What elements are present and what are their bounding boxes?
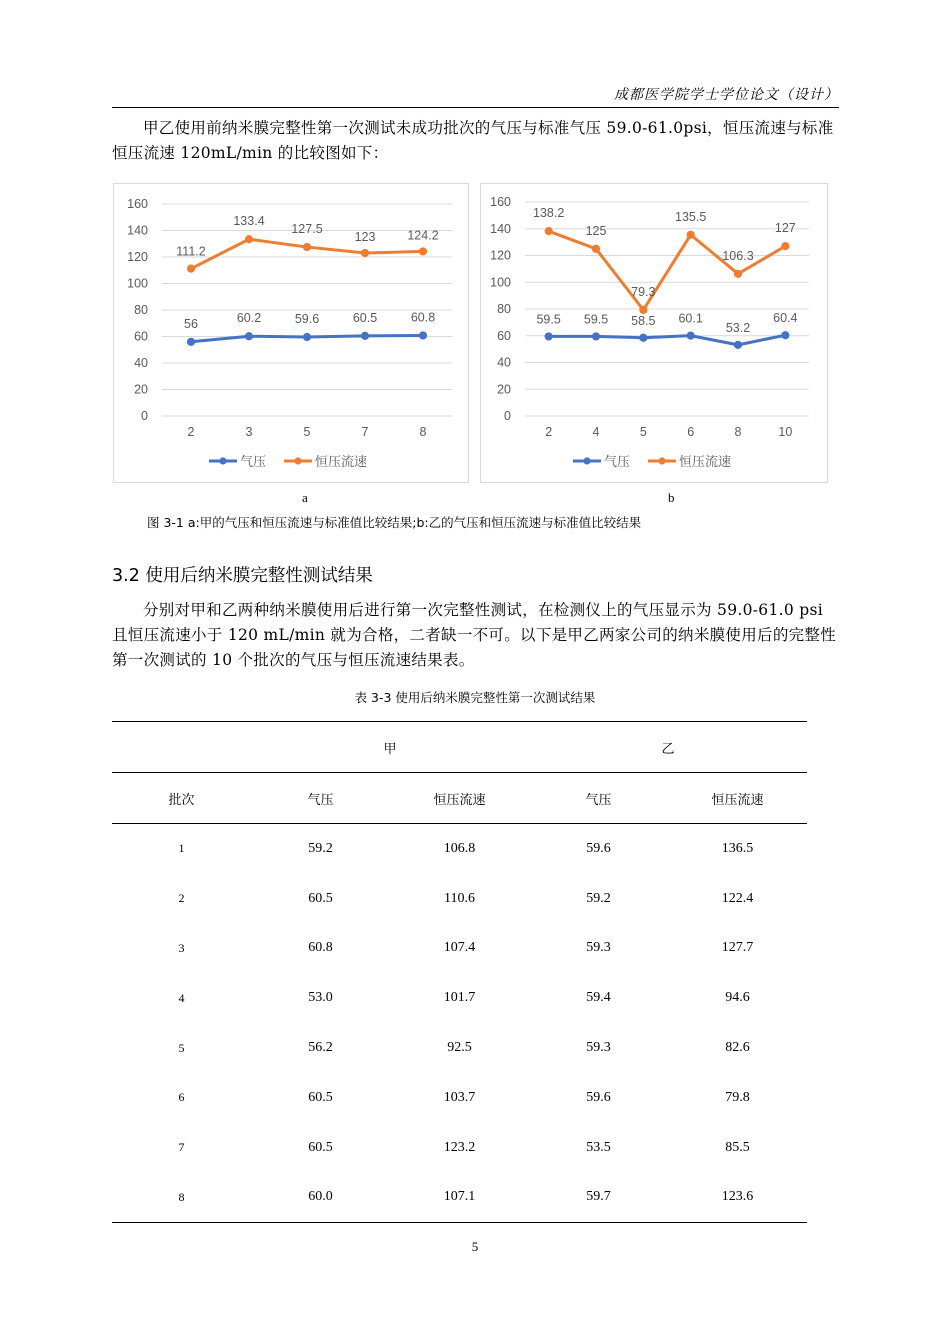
data-label: 135.5: [675, 209, 707, 224]
y-tick-label: 0: [141, 409, 148, 423]
table-cell: 107.1: [390, 1173, 529, 1223]
data-label: 133.4: [233, 214, 265, 229]
data-label: 58.5: [631, 313, 656, 328]
data-point: [782, 332, 789, 339]
data-label: 60.1: [678, 311, 703, 326]
legend-marker: [219, 457, 226, 464]
table-cell: 106.8: [443, 840, 476, 856]
y-tick-label: 0: [504, 409, 511, 423]
data-point: [361, 249, 368, 256]
data-label: 111.2: [176, 244, 206, 259]
table-cell: 82.6: [725, 1040, 750, 1056]
table-col-jia-flow: 恒压流速: [390, 773, 529, 824]
section-paragraph: 分别对甲和乙两种纳米膜使用后进行第一次完整性测试，在检测仪上的气压显示为 59.0-61.0 psi 且恒压流速小于 120 mL/min 就为合格，二者缺一不可。以下是甲乙两家公司的纳米膜使用后的完整性第一次测试的 10 个批次的气压与恒压流速结果表。: [112, 601, 837, 669]
chart-a: [113, 183, 469, 483]
y-tick-label: 120: [127, 250, 148, 264]
table-cell: 123.2: [443, 1139, 476, 1155]
data-point: [245, 333, 252, 340]
legend-label: 气压: [604, 455, 631, 470]
table-cell: 7: [178, 1140, 185, 1155]
section-title: 3.2 使用后纳米膜完整性测试结果: [112, 566, 373, 586]
data-point: [782, 243, 789, 250]
data-point: [361, 332, 368, 339]
x-tick-label: 3: [245, 425, 253, 439]
series-line-pressure: [549, 335, 786, 345]
table-cell: 6: [178, 1090, 185, 1105]
table-row: [112, 824, 807, 874]
x-tick-label: 2: [187, 425, 195, 439]
y-tick-label: 60: [497, 328, 511, 343]
table-cell: 60.5: [308, 1139, 333, 1155]
legend-label: 恒压流速: [679, 455, 732, 470]
y-tick-label: 80: [497, 302, 511, 316]
table-cell: 103.7: [443, 1089, 476, 1105]
table-cell: 122.4: [721, 890, 754, 906]
intro-paragraph: 甲乙使用前纳米膜完整性第一次测试未成功批次的气压与标准气压 59.0-61.0psi，恒压流速与标准恒压流速 120mL/min 的比较图如下：: [112, 119, 834, 162]
x-tick-label: 5: [639, 425, 647, 439]
data-label: 59.6: [294, 312, 320, 327]
y-tick-label: 100: [490, 275, 511, 290]
running-header: 成都医学院学士学位论文（设计）: [614, 87, 839, 103]
subfigure-label-a: a: [302, 490, 308, 505]
data-point: [187, 265, 194, 272]
table-cell: 59.3: [586, 1040, 611, 1056]
table-cell: 85.5: [725, 1139, 750, 1155]
x-tick-label: 7: [361, 425, 369, 439]
table-cell: 8: [112, 1173, 251, 1223]
table-caption: 表 3-3 使用后纳米膜完整性第一次测试结果: [354, 690, 596, 705]
chart-b: [480, 183, 828, 483]
table-cell: 59.7: [529, 1173, 668, 1223]
series-line-flow: [549, 231, 786, 310]
table-cell: 60.5: [308, 890, 333, 906]
subfigure-label-b: b: [668, 490, 675, 505]
x-tick-label: 8: [419, 425, 427, 439]
table-cell: 107.4: [443, 940, 476, 956]
data-point: [687, 332, 694, 339]
table-cell: 123.6: [668, 1173, 807, 1223]
table-row: [112, 874, 807, 924]
table-cell: 59.4: [586, 990, 611, 1006]
y-tick-label: 40: [497, 355, 511, 370]
y-tick-label: 100: [127, 276, 148, 291]
data-point: [303, 243, 310, 250]
data-label: 124.2: [407, 228, 439, 243]
x-tick-label: 5: [303, 425, 311, 439]
data-point: [687, 231, 694, 238]
chart-b-svg: [481, 184, 827, 482]
table-cell: 94.6: [725, 990, 750, 1006]
y-tick-label: 160: [490, 195, 511, 209]
data-label: 79.3: [631, 284, 656, 299]
y-tick-label: 140: [127, 223, 148, 238]
table-cell: 59.3: [586, 940, 611, 956]
y-tick-label: 140: [490, 221, 511, 236]
legend-marker: [583, 457, 590, 464]
data-label: 127: [774, 221, 796, 236]
table-cell: 5: [178, 1040, 185, 1055]
table-cell: 79.8: [725, 1089, 750, 1105]
data-point: [419, 332, 426, 339]
data-point: [545, 333, 552, 340]
data-point: [640, 306, 647, 313]
data-point: [592, 333, 599, 340]
table-row: [112, 1023, 807, 1073]
table-cell: 60.8: [308, 940, 333, 956]
table-cell: 59.6: [586, 840, 611, 856]
table-cell: 56.2: [308, 1040, 333, 1056]
table-row: [112, 973, 807, 1023]
table-col-yi-pressure: 气压: [529, 773, 668, 824]
chart-a-svg: [114, 184, 468, 482]
y-tick-label: 40: [134, 356, 148, 370]
data-point: [545, 228, 552, 235]
table-row: [112, 1073, 807, 1123]
table-group-header-row: [112, 722, 807, 773]
legend-label: 气压: [240, 455, 267, 470]
x-tick-label: 2: [545, 425, 553, 439]
table-cell: 136.5: [721, 840, 754, 856]
data-point: [419, 248, 426, 255]
table-cell: 59.2: [586, 890, 611, 906]
x-tick-label: 4: [592, 425, 600, 439]
data-label: 106.3: [722, 248, 754, 263]
page-number: 5: [471, 1239, 479, 1254]
table-col-jia-pressure: 气压: [251, 773, 390, 824]
data-label: 59.5: [583, 312, 609, 327]
data-label: 60.5: [352, 310, 378, 325]
table-column-header-row: [112, 773, 807, 824]
data-label: 60.2: [236, 311, 262, 326]
y-tick-label: 80: [134, 303, 148, 317]
data-label: 53.2: [725, 320, 751, 335]
data-label: 60.8: [410, 310, 436, 325]
x-tick-label: 8: [734, 425, 742, 439]
table-body: [112, 824, 807, 1223]
table-cell: 2: [178, 891, 185, 906]
x-tick-label: 10: [778, 425, 793, 439]
legend-label: 恒压流速: [315, 455, 368, 470]
table-cell: 59.6: [586, 1089, 611, 1105]
table-cell: 53.5: [586, 1139, 611, 1155]
figure-caption: 图 3-1 a:甲的气压和恒压流速与标准值比较结果;b:乙的气压和恒压流速与标准值比较结果: [147, 515, 642, 530]
table-cell: 127.7: [721, 940, 754, 956]
data-label: 127.5: [291, 222, 323, 237]
table-group-spacer: [112, 722, 251, 773]
y-tick-label: 120: [490, 248, 511, 263]
table-cell: 3: [178, 940, 185, 955]
table-col-yi-flow: 恒压流速: [668, 773, 807, 824]
legend-marker: [294, 457, 301, 464]
y-tick-label: 160: [127, 197, 148, 211]
table-cell: 1: [178, 841, 185, 856]
header-rule: [112, 107, 839, 108]
data-label: 59.5: [536, 312, 561, 327]
legend-marker: [658, 457, 665, 464]
table-cell: 92.5: [447, 1040, 472, 1056]
data-point: [187, 338, 194, 345]
table-cell: 60.0: [251, 1173, 390, 1223]
y-tick-label: 20: [497, 382, 511, 397]
results-table: [112, 721, 807, 1223]
table-row: [112, 1123, 807, 1173]
data-label: 60.4: [773, 311, 798, 326]
data-point: [303, 333, 310, 340]
data-point: [734, 270, 741, 277]
y-tick-label: 20: [134, 382, 148, 397]
table-row: [112, 924, 807, 974]
table-cell: 53.0: [308, 990, 333, 1006]
table-cell: 59.2: [308, 840, 333, 856]
data-point: [592, 245, 599, 252]
table-col-batch: 批次: [112, 773, 251, 824]
table-cell: 110.6: [444, 890, 475, 906]
table-cell: 4: [178, 990, 185, 1005]
table-row: [112, 1173, 807, 1223]
y-tick-label: 60: [134, 329, 148, 344]
data-label: 138.2: [533, 206, 565, 221]
data-point: [640, 334, 647, 341]
data-point: [734, 341, 741, 348]
data-label: 56: [184, 316, 198, 331]
table-group-yi: 乙: [529, 722, 807, 773]
table-group-jia: 甲: [251, 722, 529, 773]
x-tick-label: 6: [687, 425, 695, 439]
data-label: 123: [354, 230, 376, 245]
table-cell: 60.5: [308, 1089, 333, 1105]
data-label: 125: [585, 223, 607, 238]
data-point: [245, 236, 252, 243]
table-cell: 101.7: [443, 990, 476, 1006]
